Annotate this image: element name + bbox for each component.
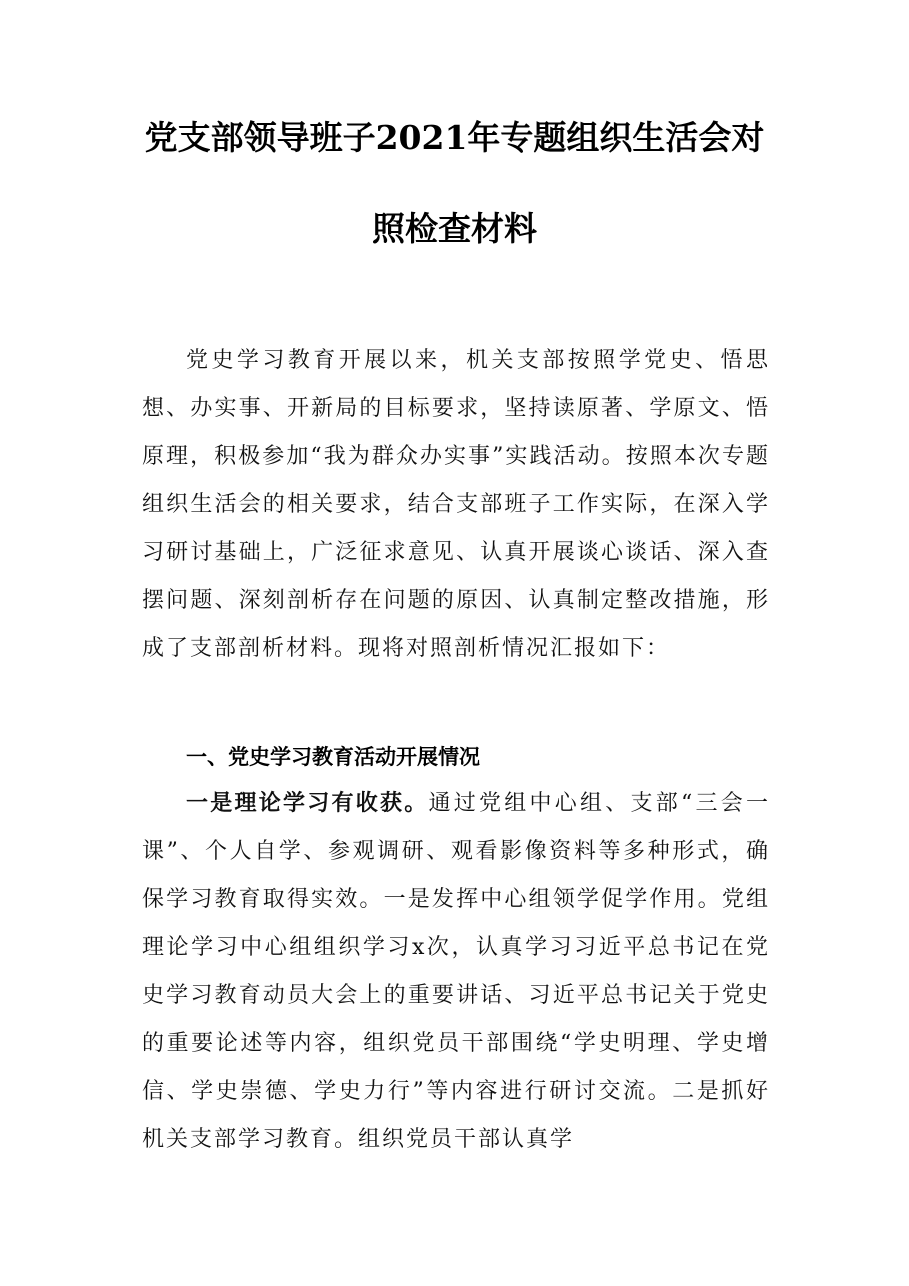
section-1-lead: 一是理论学习有收获。 — [186, 791, 429, 816]
intro-paragraph: 党史学习教育开展以来，机关支部按照学党史、悟思想、办实事、开新局的目标要求，坚持读原著、学原文、悟原理，积极参加“我为群众办实事”实践活动。按照本次专题组织生活会的相关要求，结合支部班子工作实际，在深入学习研讨基础上，广泛征求意见、认真开展谈心谈话、深入查摆问题、深刻剖析存在问题的原因、认真制定整改措施，形成了支部剖析材料。现将对照剖析情况汇报如下： — [142, 348, 770, 661]
document-title-line-1: 党支部领导班子2021年专题组织生活会对 — [144, 118, 765, 157]
intro-paragraph-block — [142, 337, 770, 673]
section-1-paragraph — [142, 780, 770, 1164]
document-title-line-2: 照检查材料 — [372, 209, 537, 248]
section-1-text: 通过党组中心组、支部“三会一课”、个人自学、参观调研、观看影像资料等多种形式，确保学习教育取得实效。一是发挥中心组领学促学作用。党组理论学习中心组组织学习x次，认真学习习近平总书记在党史学习教育动员大会上的重要讲话、习近平总书记关于党史的重要论述等内容，组织党员干部围绕“学史明理、学史增信、学史崇德、学史力行”等内容进行研讨交流。二是抓好机关支部学习教育。组织党员干部认真学 — [142, 791, 770, 1152]
section-1-paragraph-block — [142, 780, 770, 1164]
section-1-heading: 一、党史学习教育活动开展情况 — [186, 745, 480, 769]
